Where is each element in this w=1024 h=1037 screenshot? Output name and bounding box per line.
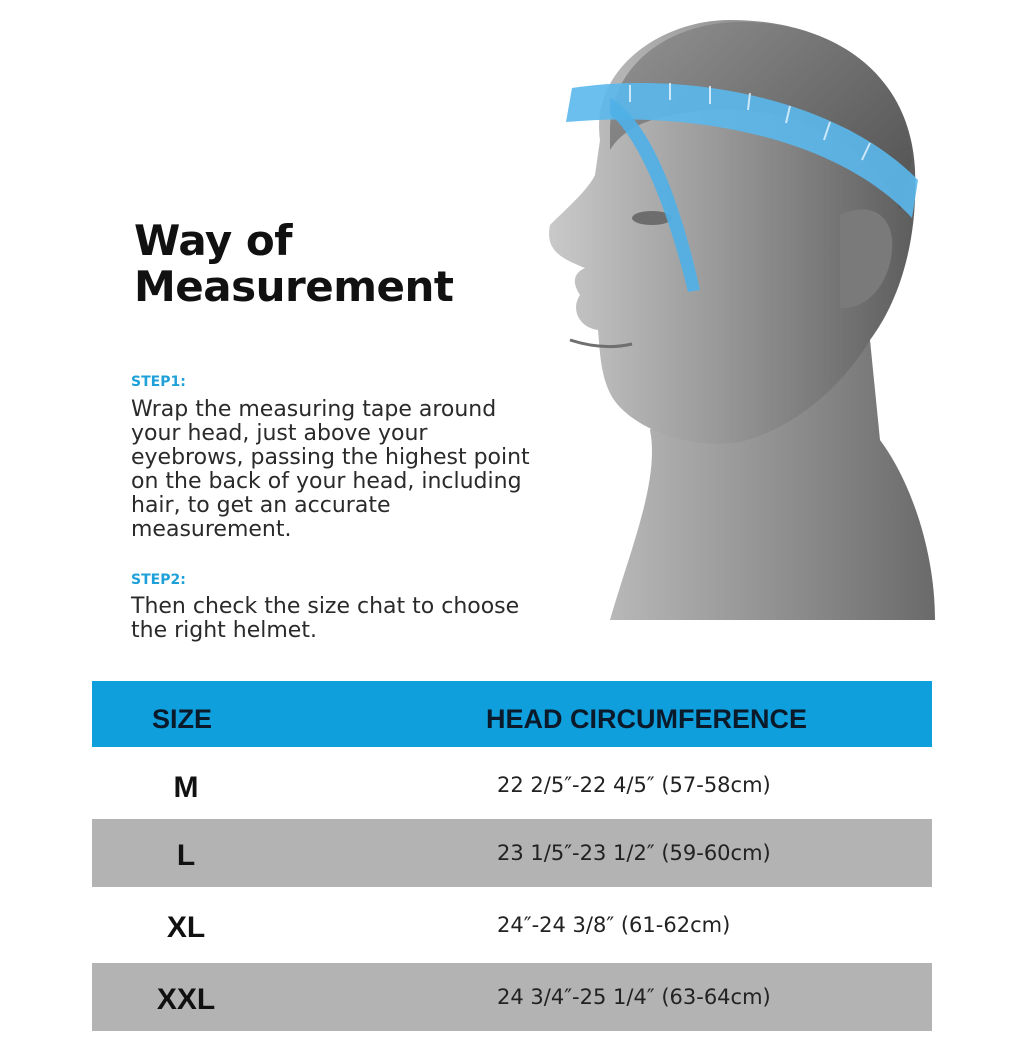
table-header	[92, 681, 932, 747]
circumference-cell: 23 1/5″-23 1/2″ (59-60cm)	[497, 841, 771, 865]
step2-line: Then check the size chat to choose	[131, 594, 520, 619]
step1-text	[131, 398, 581, 542]
table-row	[92, 751, 932, 819]
step2-line: the right helmet.	[131, 618, 317, 643]
title-line-1: Way of	[134, 216, 293, 265]
size-cell: XL	[166, 911, 206, 944]
title-line-2: Measurement	[134, 262, 454, 311]
size-chart-table	[92, 681, 932, 1031]
step1-line: Wrap the measuring tape around	[131, 397, 497, 422]
size-cell: M	[173, 771, 199, 804]
step1-line: hair, to get an accurate	[131, 493, 391, 518]
size-cell: L	[176, 839, 196, 872]
size-cell: XXL	[156, 983, 216, 1016]
step2-label: STEP2:	[131, 572, 186, 588]
table-row	[92, 819, 932, 887]
step1-label: STEP1:	[131, 374, 186, 390]
page-title	[134, 218, 453, 310]
header-head-circumference: HEAD CIRCUMFERENCE	[486, 704, 808, 734]
circumference-cell: 24″-24 3/8″ (61-62cm)	[497, 913, 731, 937]
step1-line: measurement.	[131, 517, 292, 542]
step1-line: eyebrows, passing the highest point	[131, 445, 530, 470]
table-row	[92, 963, 932, 1031]
step1-line: on the back of your head, including	[131, 469, 522, 494]
table-row	[92, 891, 932, 959]
step2-text	[131, 595, 581, 643]
header-size: SIZE	[152, 704, 213, 734]
circumference-cell: 22 2/5″-22 4/5″ (57-58cm)	[497, 773, 771, 797]
step1-line: your head, just above your	[131, 421, 428, 446]
head-mannequin-illustration	[540, 10, 940, 630]
circumference-cell: 24 3/4″-25 1/4″ (63-64cm)	[497, 985, 771, 1009]
